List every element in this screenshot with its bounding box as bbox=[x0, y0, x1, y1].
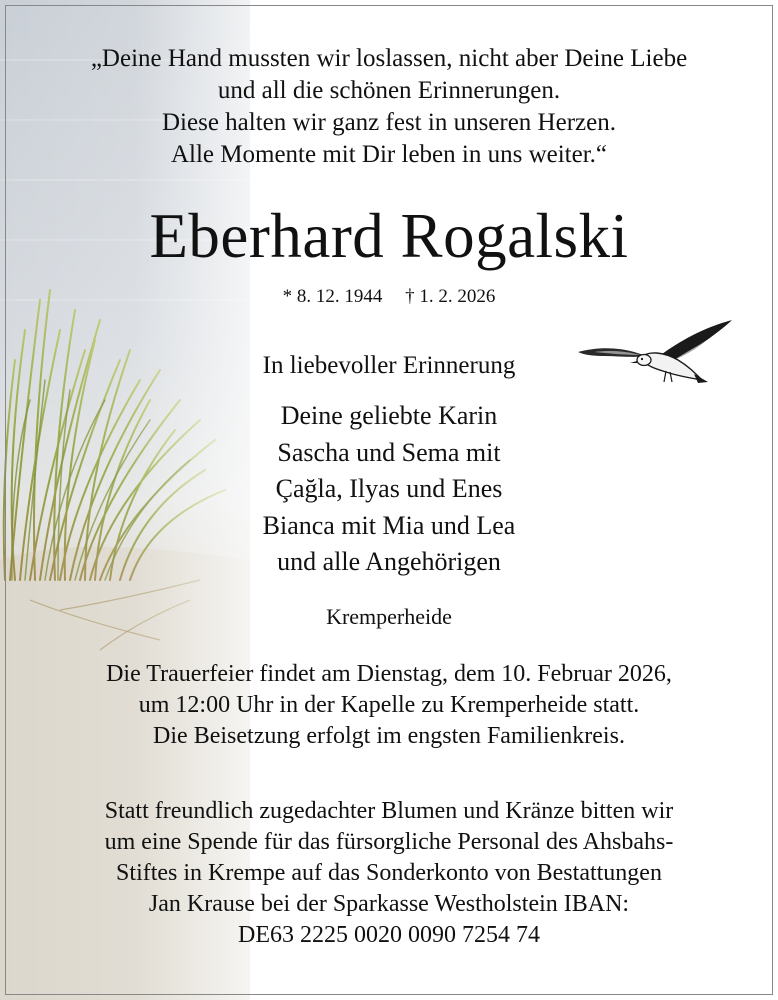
donation-line: um eine Spende für das fürsorgliche Personal des Ahsbahs- bbox=[104, 829, 674, 855]
iban-line: DE63 2225 0020 0090 7254 74 bbox=[238, 922, 540, 948]
mourner-line: Bianca mit Mia und Lea bbox=[262, 510, 516, 540]
donation-notice bbox=[0, 796, 778, 951]
funeral-line: um 12:00 Uhr in der Kapelle zu Kremperheide statt. bbox=[138, 692, 640, 718]
donation-line: Statt freundlich zugedachter Blumen und Kränze bitten wir bbox=[104, 798, 674, 824]
quote-line: Alle Momente mit Dir leben in uns weiter.“ bbox=[170, 141, 607, 168]
quote-line: Diese halten wir ganz fest in unseren Herzen. bbox=[162, 109, 616, 136]
memorial-heading: In liebevoller Erinnerung bbox=[262, 352, 516, 379]
mourner-line: Deine geliebte Karin bbox=[280, 401, 498, 430]
seagull-icon bbox=[574, 314, 734, 394]
funeral-line: Die Trauerfeier findet am Dienstag, dem 10. Februar 2026, bbox=[106, 661, 672, 687]
mourner-line: Sascha und Sema mit bbox=[277, 437, 501, 467]
funeral-line: Die Beisetzung erfolgt im engsten Familienkreis. bbox=[153, 723, 625, 749]
mourner-line: Çağla, Ilyas und Enes bbox=[275, 474, 503, 503]
mourner-line: und alle Angehörigen bbox=[277, 547, 501, 576]
donation-line: Stiftes in Krempe auf das Sonderkonto von Bestattungen bbox=[116, 860, 662, 886]
place-name: Kremperheide bbox=[326, 604, 452, 629]
memorial-quote bbox=[0, 43, 778, 171]
deceased-name: Eberhard Rogalski bbox=[149, 201, 629, 271]
quote-line: und all die schönen Erinnerungen. bbox=[217, 77, 561, 104]
donation-line: Jan Krause bei der Sparkasse Westholstein IBAN: bbox=[148, 891, 630, 917]
funeral-notice bbox=[0, 659, 778, 752]
quote-line: „Deine Hand mussten wir loslassen, nicht aber Deine Liebe bbox=[90, 45, 688, 72]
life-dates bbox=[0, 283, 778, 311]
death-date: † 1. 2. 2026 bbox=[405, 286, 496, 307]
mourners-list bbox=[0, 398, 778, 581]
birth-date: * 8. 12. 1944 bbox=[282, 286, 383, 307]
